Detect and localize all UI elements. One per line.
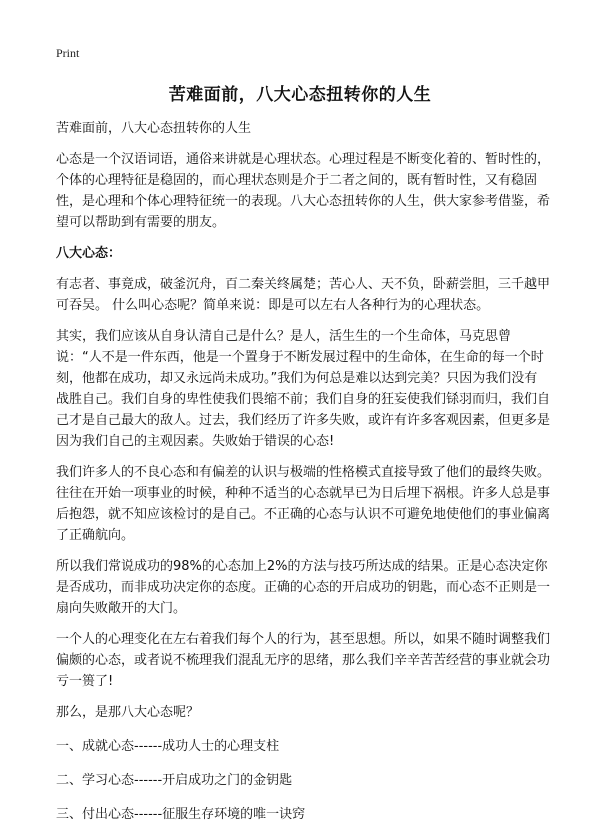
page-title: 苦难面前，八大心态扭转你的人生: [168, 85, 432, 105]
section-heading: 八大心态：: [56, 246, 122, 261]
list-item-2: 二、学习心态------开启成功之门的金钥匙: [56, 773, 293, 788]
paragraph-question: 那么，是那八大心态呢？: [56, 705, 200, 720]
paragraph-bad-attitude: 我们许多人的不良心态和有偏差的认识与极端的性格模式直接导致了他们的最终失败。往往在开始一项事业的时候，种种不适当的心态就早已为日后埋下祸根。许多人总是事后抱怨，就不知应该检讨的是自己。不正确的心态与认识不可避免地使他们的事业偏离了正确航向。: [56, 465, 551, 543]
paragraph-adjust: 一个人的心理变化在左右着我们每个人的行为，甚至思想。所以，如果不随时调整我们偏颇的心态，或者说不梳理我们混乱无序的思绪，那么我们辛辛苦苦经营的事业就会功亏一篑了!: [56, 632, 551, 689]
article-body: [56, 118, 550, 838]
paragraph-quote: 有志者、事竟成，破釜沉舟，百二秦关终属楚；苦心人、天不负，卧薪尝胆，三千越甲可吞吴。 什么叫心态呢？简单来说：即是可以左右人各种行为的心理状态。: [56, 277, 551, 313]
list-item-1: 一、成就心态------成功人士的心理支柱: [56, 739, 280, 754]
list-item-3: 三、付出心态------征服生存环境的唯一诀窍: [56, 807, 306, 822]
intro-paragraph: 心态是一个汉语词语，通俗来讲就是心理状态。心理过程是不断变化着的、暂时性的，个体的心理特征是稳固的，而心理状态则是介于二者之间的，既有暂时性，又有稳固性，是心理和个体心理特征统一的表现。八大心态扭转你的人生，供大家参考借鉴，希望可以帮助到有需要的朋友。: [56, 152, 551, 230]
paragraph-success-ratio: 所以我们常说成功的98%的心态加上2%的方法与技巧所达成的结果。正是心态决定你是否成功，而非成功决定你的态度。正确的心态的开启成功的钥匙，而心态不正则是一扇向失败敞开的大门。: [56, 559, 551, 616]
print-link[interactable]: Print: [56, 46, 80, 60]
subtitle-paragraph: 苦难面前，八大心态扭转你的人生: [56, 121, 252, 136]
paragraph-self-knowledge: 其实，我们应该从自身认清自己是什么？是人，活生生的一个生命体，马克思曾说：“人不是一件东西，他是一个置身于不断发展过程中的生命体，在生命的每一个时刻，他都在成功，却又永远尚未成功。”我们为何总是难以达到完美？只因为我们没有战胜自己。我们自身的卑性使我们畏缩不前；我们自身的狂妄使我们铩羽而归，我们自己才是自己最大的敌人。过去，我们经历了许多失败，或许有许多客观因素，但更多是因为我们自己的主观因素。失败始于错误的心态!: [56, 329, 551, 449]
